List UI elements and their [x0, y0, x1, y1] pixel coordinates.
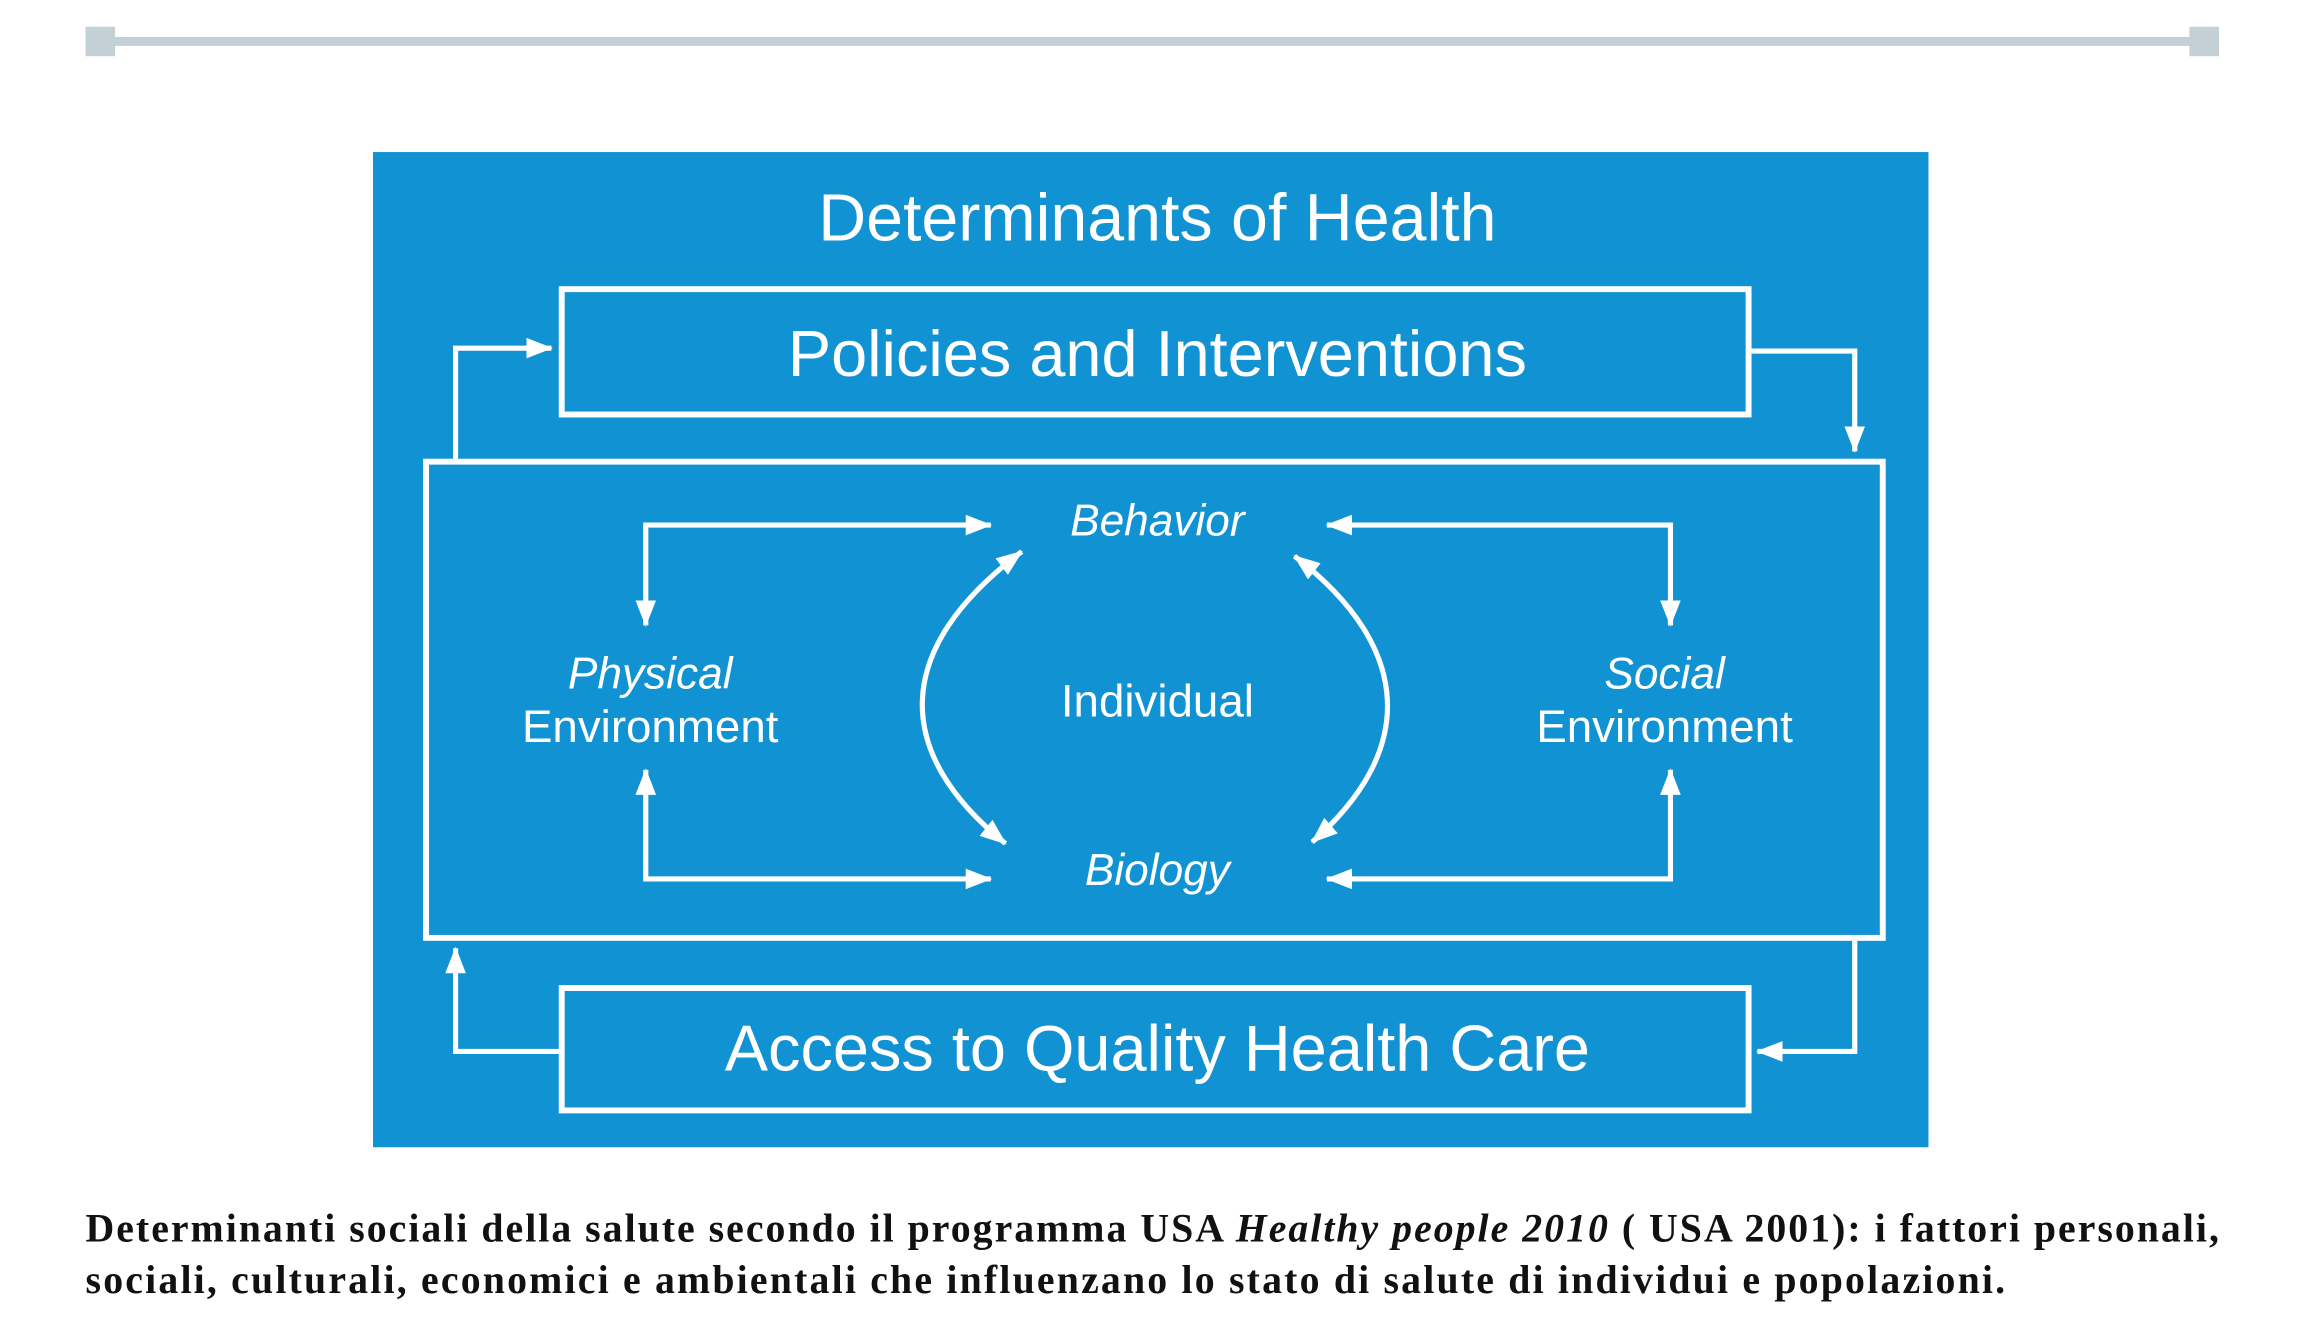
figure-title: Determinants of Health — [818, 181, 1497, 256]
caption-line-2: sociali, culturali, economici e ambientali che influenzano lo stato di salute di individui e popolazioni. — [85, 1258, 2006, 1303]
biology-label: Biology — [1084, 845, 1230, 895]
physical-environment-label: Environment — [521, 700, 779, 752]
policies-label: Policies and Interventions — [787, 317, 1527, 391]
individual-label: Individual — [1060, 675, 1254, 727]
figure-caption — [86, 1207, 2219, 1303]
caption-line-1-start: Determinanti sociali della salute secondo il programma USA — [85, 1206, 1234, 1251]
access-label: Access to Quality Health Care — [724, 1011, 1590, 1085]
behavior-label: Behavior — [1070, 496, 1245, 546]
top-rule-left-square — [86, 27, 115, 56]
caption-line-1 — [86, 1207, 2219, 1251]
physical-label: Physical — [567, 649, 733, 699]
top-rule-right-square — [2189, 27, 2218, 56]
caption-program-name: Healthy people 2010 — [1235, 1206, 1608, 1251]
determinants-figure — [373, 152, 1928, 1147]
caption-line-1-end: ( USA 2001): i fattori personali, — [1609, 1206, 2219, 1251]
top-rule — [86, 27, 2219, 56]
social-environment-label: Environment — [1536, 700, 1793, 752]
social-label: Social — [1604, 649, 1725, 699]
